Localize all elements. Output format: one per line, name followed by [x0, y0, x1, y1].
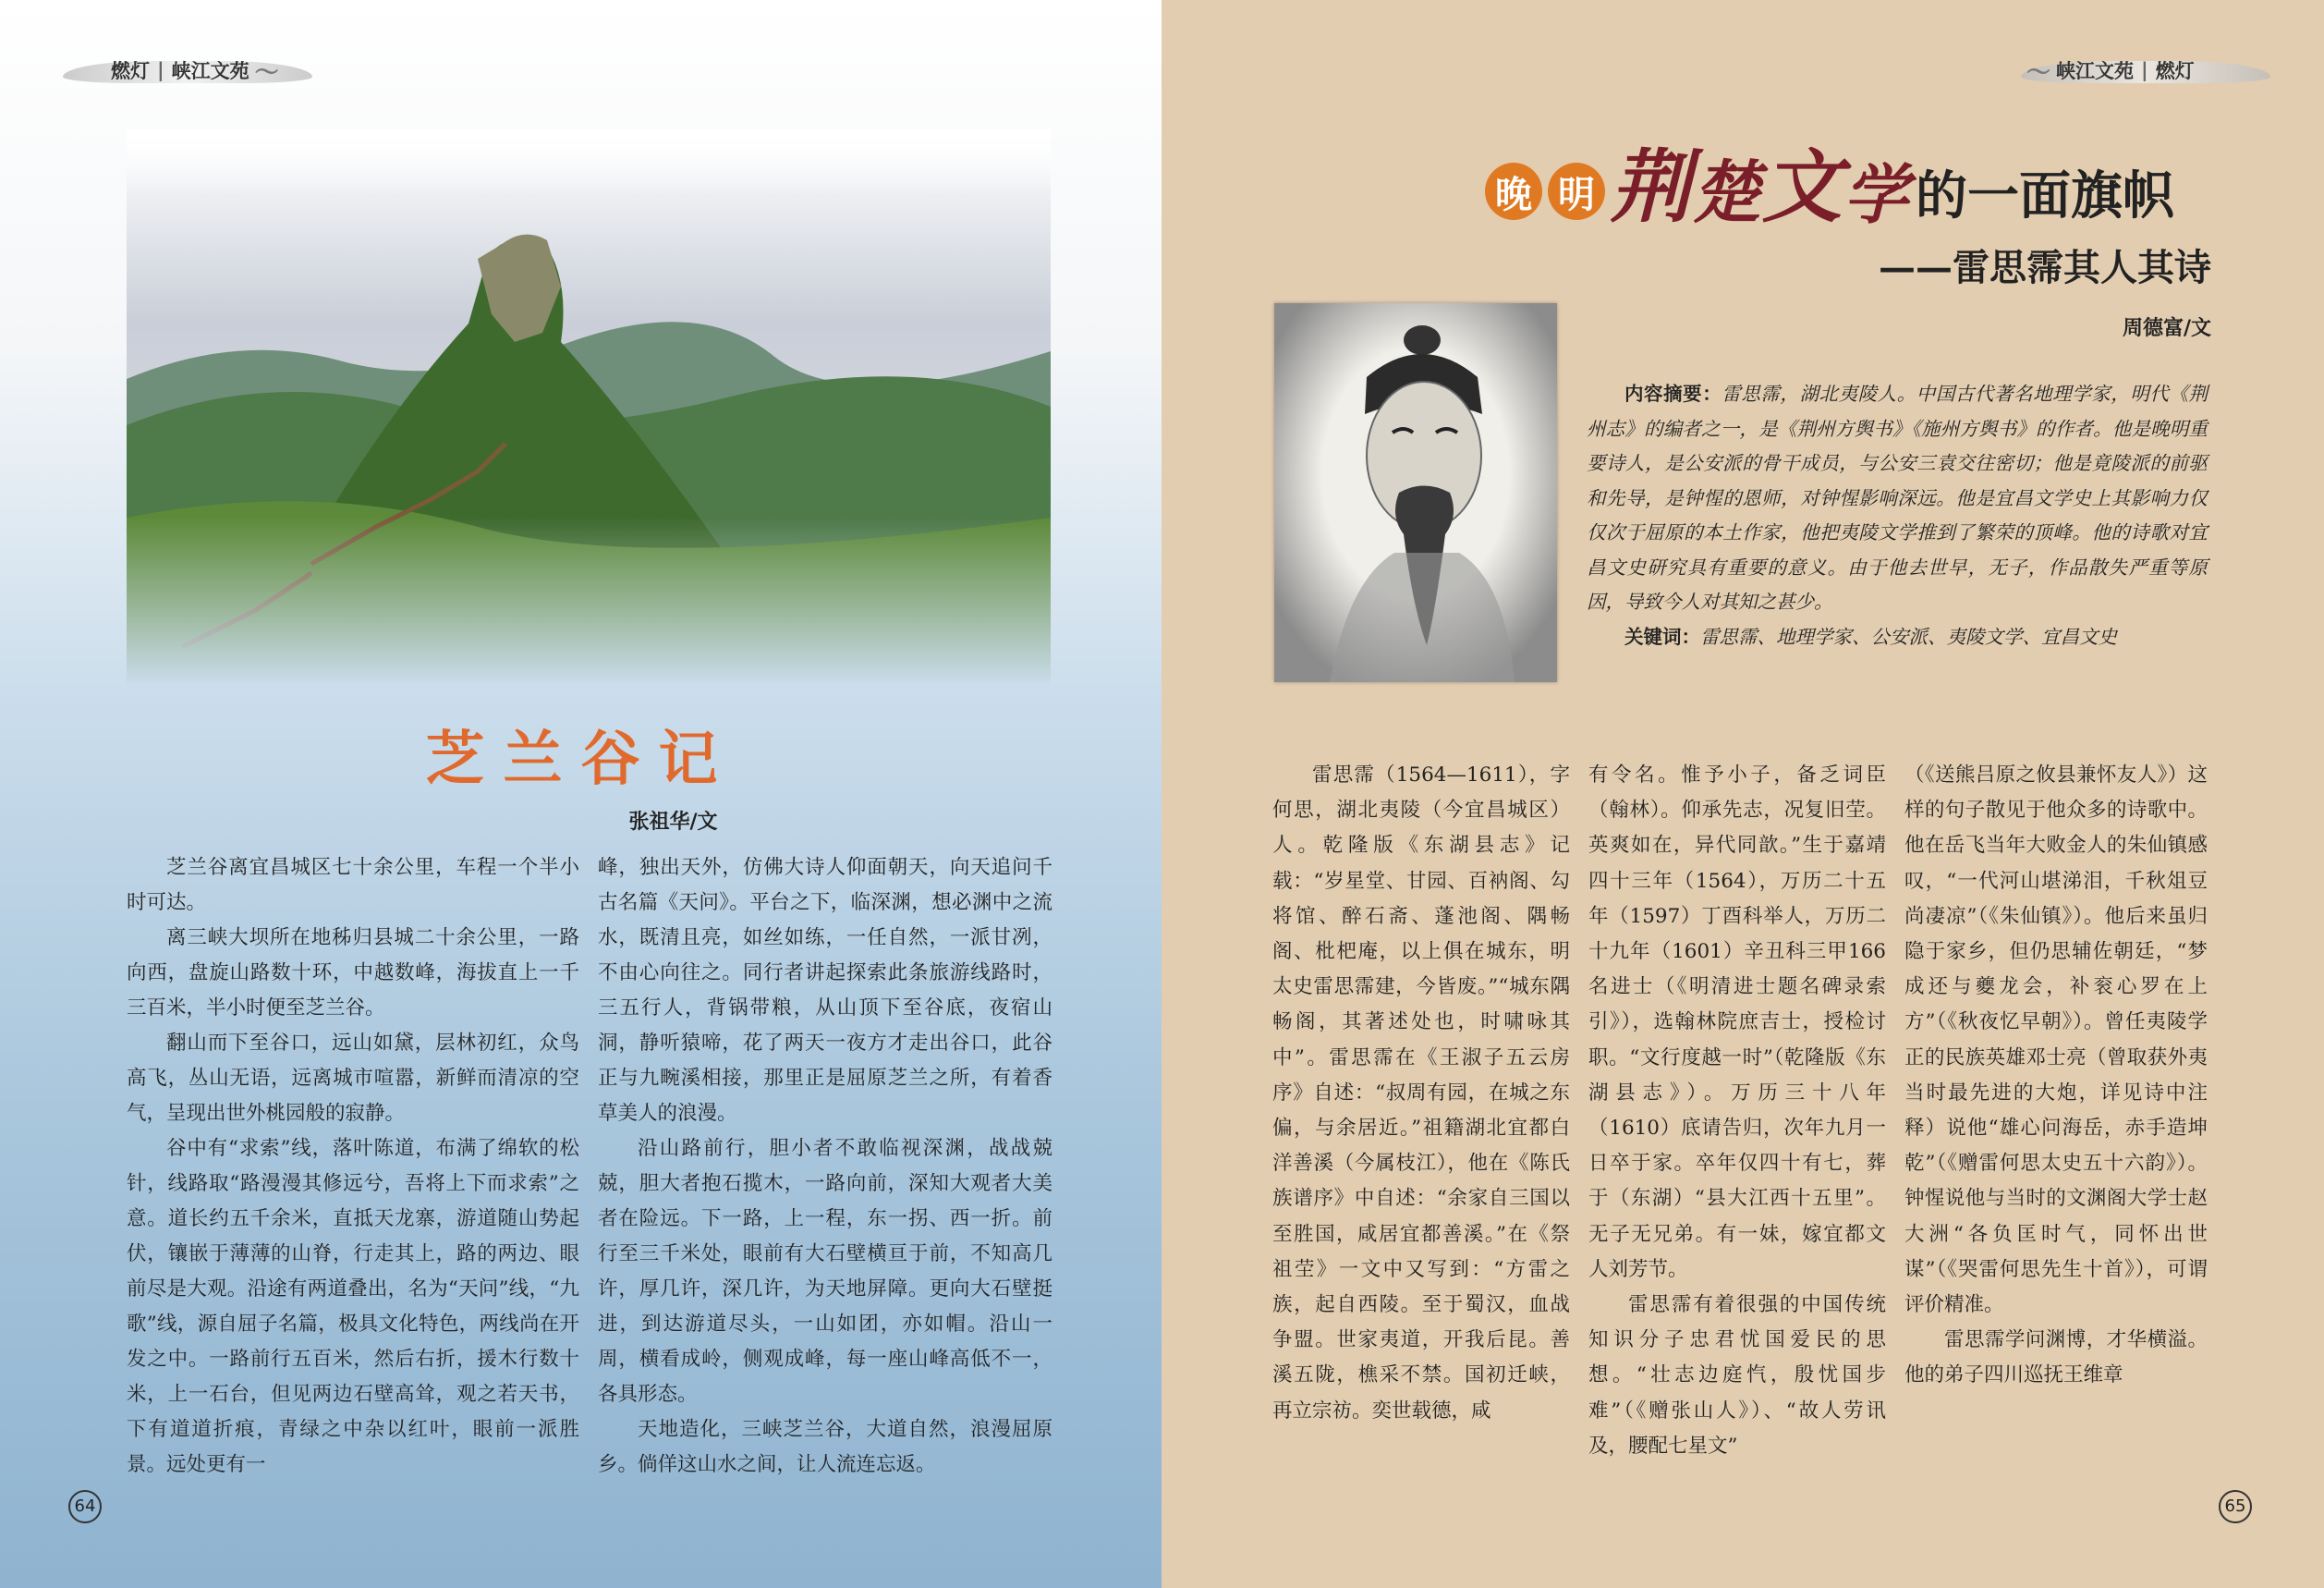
paragraph: 雷思霈（1564—1611），字何思，湖北夷陵（今宜昌城区）人。乾隆版《东湖县志》记载：“岁星堂、甘园、百衲阁、勾将馆、醉石斋、蓬池阁、隅畅阁、枇杷庵，以上俱在城东，明太史雷思霈建，今皆废。”“城东隅畅阁，其著述处也，时啸咏其中”。雷思霈在《王淑子五云房序》自述：“叔周有园，在城之东偏，与余居近。”祖籍湖北宜都白洋善溪（今属枝江），他在《陈氏族谱序》中自述：“余家自三国以至胜国，咸居宜都善溪。”在《祭祖茔》一文中又写到：“方雷之族，起自西陵。至于蜀汉，血战争盟。世家夷道，开我后昆。善溪五陇，樵采不禁。国初迁峡，再立宗祊。奕世载德，咸 — [1272, 763, 1570, 1423]
paragraph: 翻山而下至谷口，远山如黛，层林初红，众鸟高飞，丛山无语，远离城市喧嚣，新鲜而清凉的空气，呈现出世外桃园般的寂静。 — [127, 1032, 579, 1125]
title-rest: 的一面旗帜 — [1916, 165, 2174, 226]
abstract — [1587, 377, 2208, 654]
article-author: 周德富/文 — [2122, 317, 2211, 340]
paragraph: 雷思霈学问渊博，才华横溢。他的弟子四川巡抚王维章 — [1904, 1328, 2208, 1387]
left-header-column: 峡江文苑 — [171, 60, 249, 82]
paragraph: 离三峡大坝所在地秭归县城二十余公里，一路向西，盘旋山路数十环，中越数峰，海拔直上一千三百米，半小时便至芝兰谷。 — [127, 926, 579, 1020]
page-number: 65 — [2219, 1490, 2252, 1523]
mountain-photo — [127, 129, 1051, 684]
article-title — [1485, 140, 2174, 234]
keywords-text: 雷思霈、地理学家、公安派、夷陵文学、宜昌文史 — [1700, 625, 2117, 648]
article-title: 芝兰谷记 — [425, 725, 736, 794]
paragraph: 雷思霈有着很强的中国传统知识分子忠君忧国爱民的思想。“壮志边庭忾，殷忧国步难”（《赠张山人》）、“故人劳讯及，腰配七星文” — [1588, 1293, 1886, 1458]
paragraph: 有令名。惟予小子，备乏词臣（翰林）。仰承先志，况复旧茔。英爽如在，异代同歆。”生于嘉靖四十三年（1564），万历二十五年（1597）丁酉科举人，万历二十九年（1601）辛丑科三甲166名进士（《明清进士题名碑录索引》），选翰林院庶吉士，授检讨职。“文行度越一时”（乾隆版《东湖县志》）。万历三十八年（1610）底请告归，次年九月一日卒于家。卒年仅四十有七，葬于（东湖）“县大江西十五里”。无子无兄弟。有一妹，嫁宜都文人刘芳节。 — [1588, 763, 1886, 1281]
paragraph: 天地造化，三峡芝兰谷，大道自然，浪漫屈原乡。倘佯这山水之间，让人流连忘返。 — [598, 1418, 1052, 1476]
text-column-1 — [127, 850, 579, 1483]
title-big-char: 楚 — [1692, 153, 1760, 233]
article-author: 张祖华/文 — [628, 811, 718, 834]
keywords-label: 关键词： — [1624, 625, 1700, 648]
crane-icon: 〜 — [2026, 58, 2051, 87]
title-big-char: 学 — [1843, 156, 1908, 233]
portrait-illustration — [1274, 303, 1557, 682]
paragraph: 谷中有“求索”线，落叶陈道，布满了绵软的松针，线路取“路漫漫其修远兮，吾将上下而求索”之意。道长约五千余米，直抵天龙寨，游道随山势起伏，镶嵌于薄薄的山脊，行走其上，路的两边、眼前尽是大观。沿途有两道叠出，名为“天问”线，“九歌”线，源自屈子名篇，极具文化特色，两线尚在开发之中。一路前行五百米，然后右折，援木行数十米，上一石台，但见两边石壁高耸，观之若天书，下有道道折痕，青绿之中杂以红叶，眼前一派胜景。远处更有一 — [127, 1137, 579, 1476]
article-subtitle: ——雷思霈其人其诗 — [1879, 246, 2211, 289]
left-header: 燃灯 | 峡江文苑 〜 — [63, 54, 312, 87]
title-big-char: 荆 — [1611, 140, 1690, 234]
title-circle-char: 明 — [1548, 163, 1605, 220]
right-header-column: 峡江文苑 — [2056, 60, 2135, 82]
right-header-section: 燃灯 — [2155, 60, 2195, 82]
right-page — [1162, 0, 2324, 1588]
crane-icon: 〜 — [254, 58, 279, 87]
left-header-section: 燃灯 — [111, 60, 150, 82]
paragraph: （《送熊吕原之攸县兼怀友人》）这样的句子散见于他众多的诗歌中。他在岳飞当年大败金人的朱仙镇感叹，“一代河山堪涕泪，千秋俎豆尚凄凉”（《朱仙镇》）。他后来虽归隐于家乡，但仍思辅佐朝廷，“梦成还与夔龙会，补衮心罗在上方”（《秋夜忆早朝》）。曾任夷陵学正的民族英雄邓士亮（曾取获外夷当时最先进的大炮，详见诗中注释）说他“雄心问海岳，赤手造坤乾”（《赠雷何思太史五十六韵》）。钟惺说他与当时的文渊阁大学士赵大洲“各负匡时气，同怀出世谋”（《哭雷何思先生十首》），可谓评价精准。 — [1904, 763, 2208, 1317]
title-big-char: 文 — [1762, 140, 1842, 234]
abstract-text: 雷思霈，湖北夷陵人。中国古代著名地理学家，明代《荆州志》的编者之一，是《荆州方舆书》《施州方舆书》的作者。他是晚明重要诗人，是公安派的骨干成员，与公安三袁交往密切；他是竟陵派的前驱和先导，是钟惺的恩师，对钟惺影响深远。他是宜昌文学史上其影响力仅仅次于屈原的本土作家，他把夷陵文学推到了繁荣的顶峰。他的诗歌对宜昌文史研究具有重要的意义。由于他去世早，无子，作品散失严重等原因，导致今人对其知之甚少。 — [1587, 383, 2208, 613]
page-number: 64 — [68, 1490, 102, 1523]
title-circle-char: 晚 — [1485, 163, 1542, 220]
text-column-3 — [1904, 758, 2208, 1394]
abstract-label: 内容摘要： — [1624, 383, 1722, 405]
paragraph: 沿山路前行，胆小者不敢临视深渊，战战兢兢，胆大者抱石揽木，一路向前，深知大观者大美者在险远。下一路，上一程，东一拐、西一折。前行至三千米处，眼前有大石壁横亘于前，不知高几许，厚几许，深几许，为天地屏障。更向大石壁挺进，到达游道尽头，一山如团，亦如帽。沿山一周，横看成岭，侧观成峰，每一座山峰高低不一，各具形态。 — [598, 1137, 1052, 1406]
paragraph: 峰，独出天外，仿佛大诗人仰面朝天，向天追问千古名篇《天问》。平台之下，临深渊，想必渊中之流水，既清且亮，如丝如练，一任自然，一派甘冽，不由心向往之。同行者讲起探索此条旅游线路时，三五行人，背锅带粮，从山顶下至谷底，夜宿山洞，静听猿啼，花了两天一夜方才走出谷口，此谷正与九畹溪相接，那里正是屈原芝兰之所，有着香草美人的浪漫。 — [598, 856, 1052, 1125]
paragraph: 芝兰谷离宜昌城区七十余公里，车程一个半小时可达。 — [127, 856, 579, 914]
text-column-1 — [1272, 758, 1570, 1429]
text-column-2 — [1588, 758, 1886, 1464]
text-column-2 — [598, 850, 1052, 1483]
right-header: 〜 峡江文苑 | 燃灯 — [2021, 54, 2270, 87]
